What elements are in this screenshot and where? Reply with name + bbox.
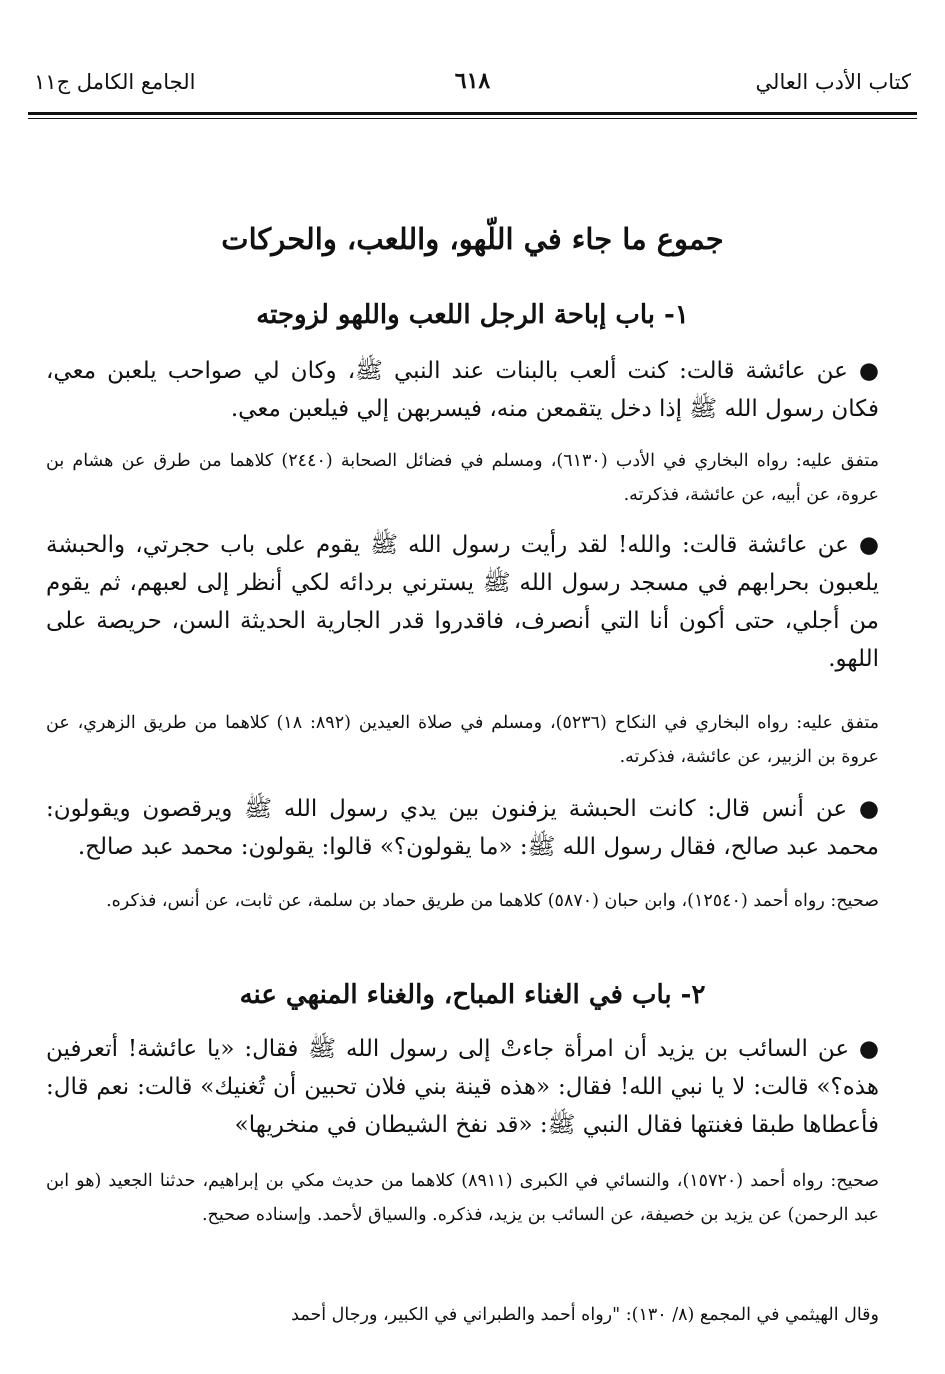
volume-title: الجامع الكامل ج١١	[34, 70, 196, 94]
header-rule-thin	[28, 118, 917, 119]
hadith-1: ● عن عائشة قالت: كنت ألعب بالبنات عند النبي ﷺ، وكان لي صواحب يلعبن معي، فكان رسول الله ﷺ إذا دخل يتقمعن منه، فيسربهن إلي فيلعبن معي.	[46, 358, 879, 422]
section-2-title: ٢- باب في الغناء المباح، والغناء المنهي عنه	[239, 980, 706, 1010]
page-header	[28, 62, 917, 106]
hadith-4: ● عن السائب بن يزيد أن امرأة جاءتْ إلى رسول الله ﷺ فقال: «يا عائشة! أتعرفين هذه؟» قالت: لا يا نبي الله! فقال: «هذه قينة بني فلان تحبين أن تُغنيك» قالت: نعم قال: فأعطاها طبقا فغنتها فقال النبي ﷺ: «قد نفخ الشيطان في منخريها»	[46, 1036, 879, 1138]
section-1-title: ١- باب إباحة الرجل اللعب واللهو لزوجته	[256, 300, 689, 330]
takhrij-1: متفق عليه: رواه البخاري في الأدب (٦١٣٠)، ومسلم في فضائل الصحابة (٢٤٤٠) كلاهما من طرق عن هشام بن عروة، عن أبيه، عن عائشة، فذكرته.	[46, 451, 879, 505]
takhrij-2: متفق عليه: رواه البخاري في النكاح (٥٢٣٦)، ومسلم في صلاة العيدين (٨٩٢: ١٨) كلاهما من طريق الزهري، عن عروة بن الزبير، عن عائشة، فذكرته.	[46, 713, 879, 767]
page-number: ٦١٨	[454, 68, 491, 94]
takhrij-4: صحيح: رواه أحمد (١٥٧٢٠)، والنسائي في الكبرى (٨٩١١) كلاهما من حديث مكي بن إبراهيم، حدثنا الجعيد (هو ابن عبد الرحمن) عن يزيد بن خصيفة، عن السائب بن يزيد، فذكره. والسياق لأحمد. وإسناده صحيح.	[46, 1171, 880, 1225]
chapter-title: جموع ما جاء في اللّهو، واللعب، والحركات	[221, 222, 724, 256]
hadith-3: ● عن أنس قال: كانت الحبشة يزفنون بين يدي رسول الله ﷺ ويرقصون ويقولون: محمد عبد صالح، فقال رسول الله ﷺ: «ما يقولون؟» قالوا: يقولون: محمد عبد صالح.	[46, 796, 879, 860]
takhrij-3: صحيح: رواه أحمد (١٢٥٤٠)، وابن حبان (٥٨٧٠) كلاهما من طريق حماد بن سلمة، عن ثابت، عن أنس، فذكره.	[106, 891, 879, 911]
header-rule-thick	[28, 112, 917, 115]
takhrij-5: وقال الهيثمي في المجمع (٨/ ١٣٠): "رواه أحمد والطبراني في الكبير، ورجال أحمد	[291, 1305, 879, 1325]
hadith-2: ● عن عائشة قالت: والله! لقد رأيت رسول الله ﷺ يقوم على باب حجرتي، والحبشة يلعبون بحرابهم في مسجد رسول الله ﷺ يسترني بردائه لكي أنظر إلى لعبهم، ثم يقوم من أجلي، حتى أكون أنا التي أنصرف، فاقدروا قدر الجارية الحديثة السن، حريصة على اللهو.	[46, 532, 879, 672]
book-title: كتاب الأدب العالي	[755, 70, 911, 94]
